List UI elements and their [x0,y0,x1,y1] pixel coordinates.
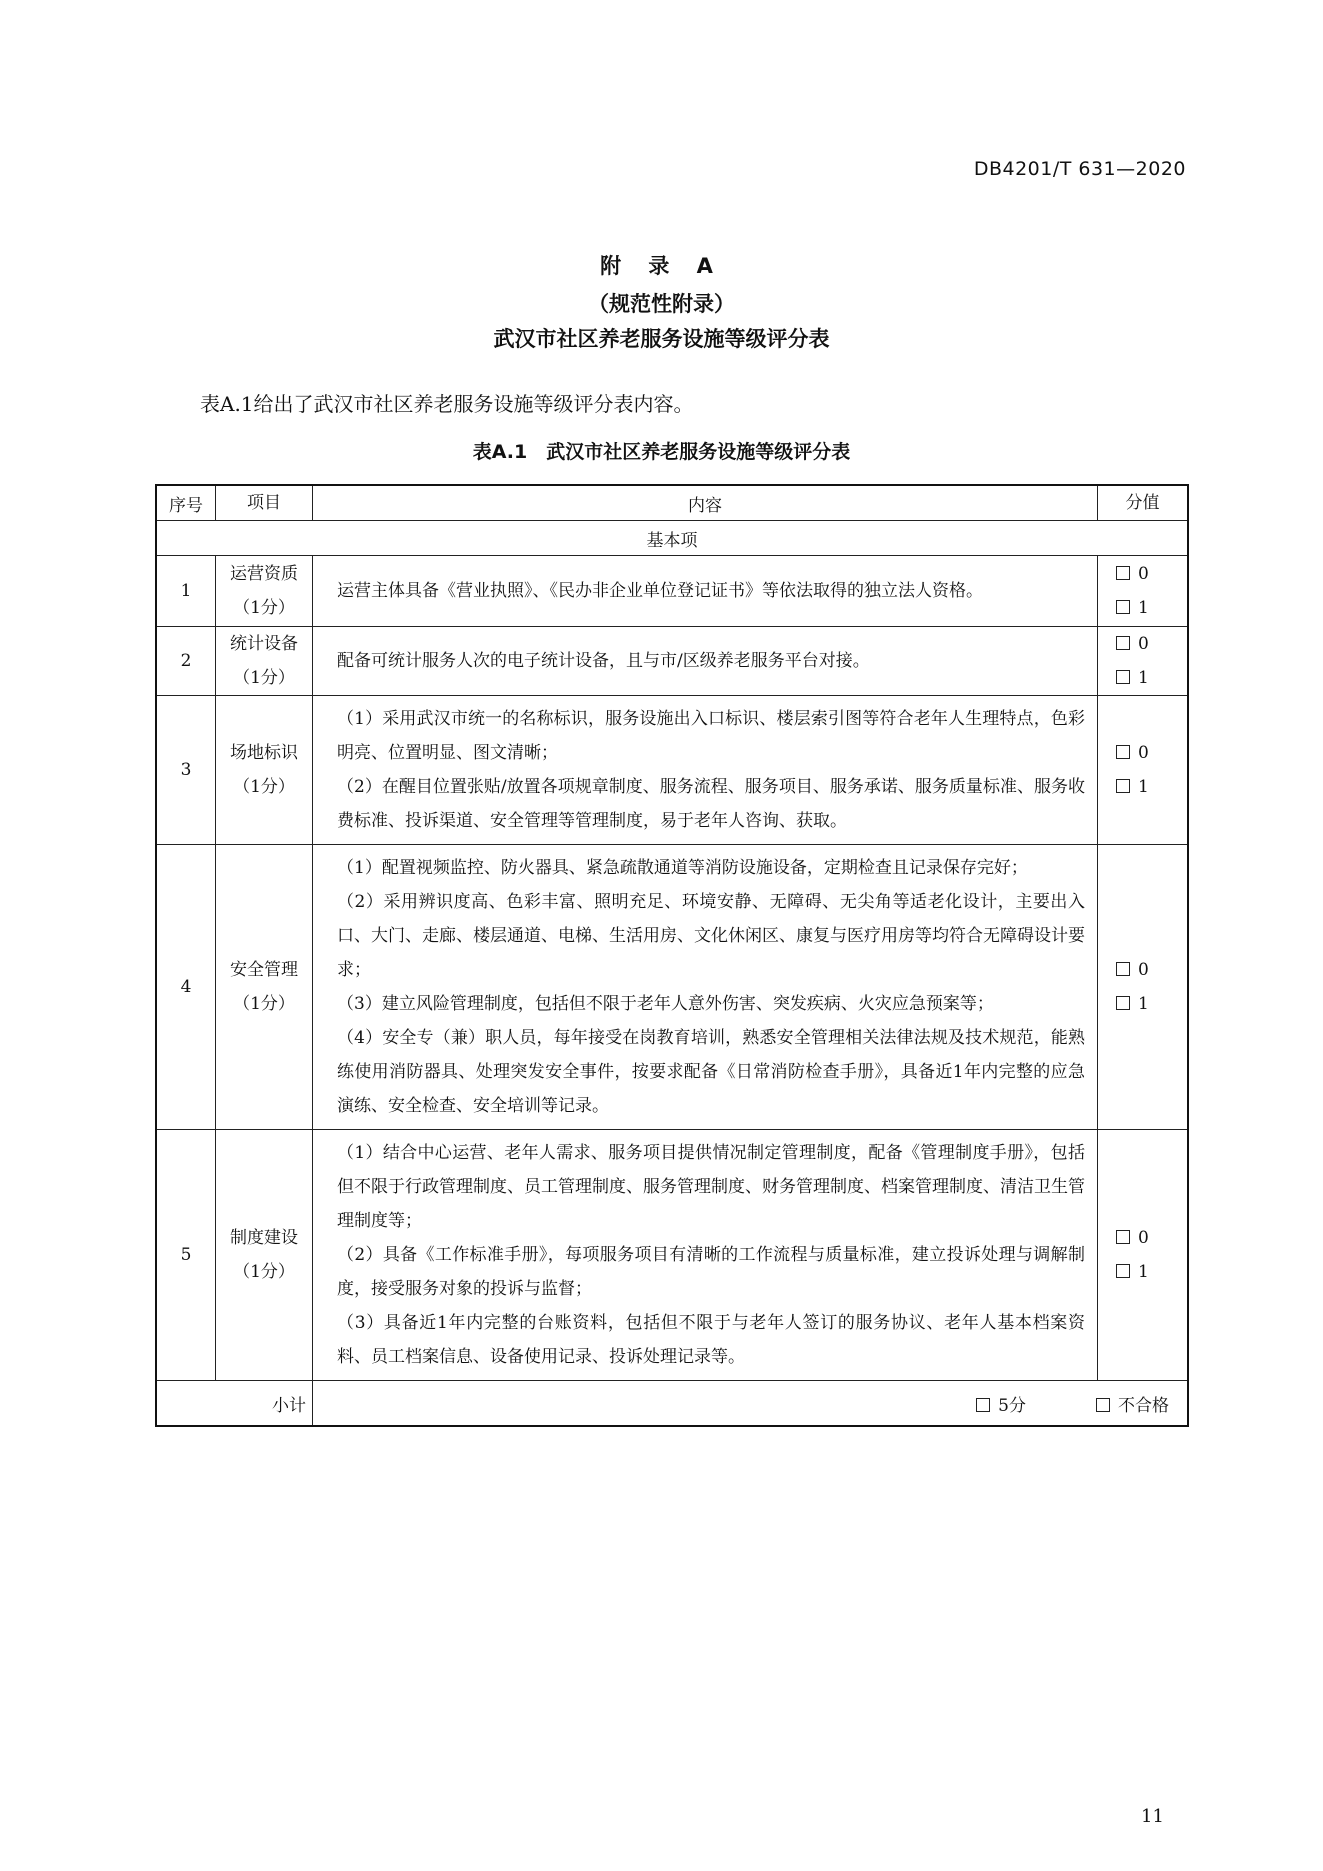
score-option[interactable] [1116,953,1187,987]
subtotal-option-pass-label: 5分 [998,1395,1026,1416]
score-option-label: 0 [1138,743,1149,763]
subtotal-option-fail-label: 不合格 [1118,1395,1169,1416]
content-paragraph: 运营主体具备《营业执照》、《民办非企业单位登记证书》等依法取得的独立法人资格。 [337,581,983,601]
score-option[interactable] [1116,1255,1187,1289]
table-row [156,556,1188,627]
checkbox-icon[interactable] [1116,1264,1130,1278]
content-cell [313,696,1098,845]
score-option-label: 1 [1138,777,1149,797]
score-option[interactable] [1116,627,1187,661]
section-label: 基本项 [156,521,1188,556]
score-option-label: 0 [1138,1228,1149,1248]
item-name: 场地标识 [230,743,298,763]
item-points: （1分） [233,668,295,688]
score-cell [1098,845,1189,1130]
item-points: （1分） [233,598,295,618]
rating-table [155,484,1189,1427]
score-option-label: 1 [1138,668,1149,688]
row-number: 5 [156,1130,216,1381]
score-option-label: 0 [1138,960,1149,980]
content-paragraph: （1）采用武汉市统一的名称标识，服务设施出入口标识、楼层索引图等符合老年人生理特点，色彩明亮、位置明显、图文清晰； [337,709,1085,763]
score-option[interactable] [1116,557,1187,591]
content-cell [313,556,1098,627]
subtotal-option-fail[interactable] [1096,1396,1169,1416]
item-cell [216,627,313,696]
item-points: （1分） [233,994,295,1014]
score-cell [1098,627,1189,696]
checkbox-icon[interactable] [1116,996,1130,1010]
score-option[interactable] [1116,987,1187,1021]
score-cell [1098,1130,1189,1381]
score-option-label: 1 [1138,1262,1149,1282]
subtotal-row [156,1381,1188,1427]
checkbox-icon[interactable] [1116,600,1130,614]
section-row [156,521,1188,556]
table-row [156,627,1188,696]
header-content: 内容 [313,485,1098,521]
table-header-row [156,485,1188,521]
content-paragraph: （2）在醒目位置张贴/放置各项规章制度、服务流程、服务项目、服务承诺、服务质量标准、服务收费标准、投诉渠道、安全管理等管理制度，易于老年人咨询、获取。 [337,777,1085,831]
page-number: 11 [1141,1806,1164,1827]
content-paragraph: （3）建立风险管理制度，包括但不限于老年人意外伤害、突发疾病、火灾应急预案等； [337,994,994,1014]
score-option-label: 1 [1138,994,1149,1014]
subtotal-label: 小计 [156,1381,313,1427]
content-paragraph: （3）具备近1年内完整的台账资料，包括但不限于与老年人签订的服务协议、老年人基本档案资料、员工档案信息、设备使用记录、投诉处理记录等。 [337,1313,1085,1367]
score-option-label: 0 [1138,634,1149,654]
item-name: 制度建设 [230,1228,298,1248]
table-caption: 表A.1 武汉市社区养老服务设施等级评分表 [472,441,851,463]
score-cell [1098,556,1189,627]
checkbox-icon[interactable] [1116,566,1130,580]
item-cell [216,845,313,1130]
item-points: （1分） [233,1262,295,1282]
content-paragraph: （2）具备《工作标准手册》，每项服务项目有清晰的工作流程与质量标准，建立投诉处理与调解制度，接受服务对象的投诉与监督； [337,1245,1085,1299]
checkbox-icon[interactable] [1116,745,1130,759]
checkbox-icon[interactable] [1116,1230,1130,1244]
content-paragraph: （2）采用辨识度高、色彩丰富、照明充足、环境安静、无障碍、无尖角等适老化设计，主要出入口、大门、走廊、楼层通道、电梯、生活用房、文化休闲区、康复与医疗用房等均符合无障碍设计要求； [337,892,1085,980]
item-cell [216,556,313,627]
header-no: 序号 [156,485,216,521]
checkbox-icon[interactable] [1116,670,1130,684]
subtotal-options [313,1381,1189,1427]
item-name: 运营资质 [230,564,298,584]
content-cell [313,627,1098,696]
row-number: 3 [156,696,216,845]
score-option[interactable] [1116,661,1187,695]
content-cell [313,1130,1098,1381]
subtotal-option-pass[interactable] [976,1396,1026,1416]
checkbox-icon[interactable] [1116,636,1130,650]
checkbox-icon[interactable] [976,1398,990,1412]
item-cell [216,1130,313,1381]
score-option[interactable] [1116,736,1187,770]
content-paragraph: （4）安全专（兼）职人员，每年接受在岗教育培训，熟悉安全管理相关法律法规及技术规范，能熟练使用消防器具、处理突发安全事件，按要求配备《日常消防检查手册》，具备近1年内完整的应急演练、安全检查、安全培训等记录。 [337,1028,1085,1116]
checkbox-icon[interactable] [1116,962,1130,976]
item-points: （1分） [233,777,295,797]
score-cell [1098,696,1189,845]
score-option[interactable] [1116,1221,1187,1255]
row-number: 1 [156,556,216,627]
appendix-title: 武汉市社区养老服务设施等级评分表 [493,327,830,351]
score-option[interactable] [1116,770,1187,804]
header-item: 项目 [216,485,313,521]
content-cell [313,845,1098,1130]
table-row [156,1130,1188,1381]
appendix-label: 附 录 A [600,254,723,278]
content-paragraph: （1）结合中心运营、老年人需求、服务项目提供情况制定管理制度，配备《管理制度手册》，包括但不限于行政管理制度、员工管理制度、服务管理制度、财务管理制度、档案管理制度、清洁卫生管理制度等； [337,1143,1085,1231]
content-paragraph: （1）配置视频监控、防火器具、紧急疏散通道等消防设施设备，定期检查且记录保存完好； [337,858,1028,878]
score-option-label: 1 [1138,598,1149,618]
score-option-label: 0 [1138,564,1149,584]
checkbox-icon[interactable] [1116,779,1130,793]
row-number: 4 [156,845,216,1130]
item-name: 统计设备 [230,634,298,654]
header-score: 分值 [1098,485,1189,521]
score-option[interactable] [1116,591,1187,625]
intro-paragraph: 表A.1给出了武汉市社区养老服务设施等级评分表内容。 [200,392,694,416]
appendix-type: （规范性附录） [588,292,735,316]
item-cell [216,696,313,845]
document-number: DB4201/T 631—2020 [973,158,1186,180]
content-paragraph: 配备可统计服务人次的电子统计设备，且与市/区级养老服务平台对接。 [337,651,870,671]
item-name: 安全管理 [230,960,298,980]
table-row [156,845,1188,1130]
table-row [156,696,1188,845]
checkbox-icon[interactable] [1096,1398,1110,1412]
row-number: 2 [156,627,216,696]
